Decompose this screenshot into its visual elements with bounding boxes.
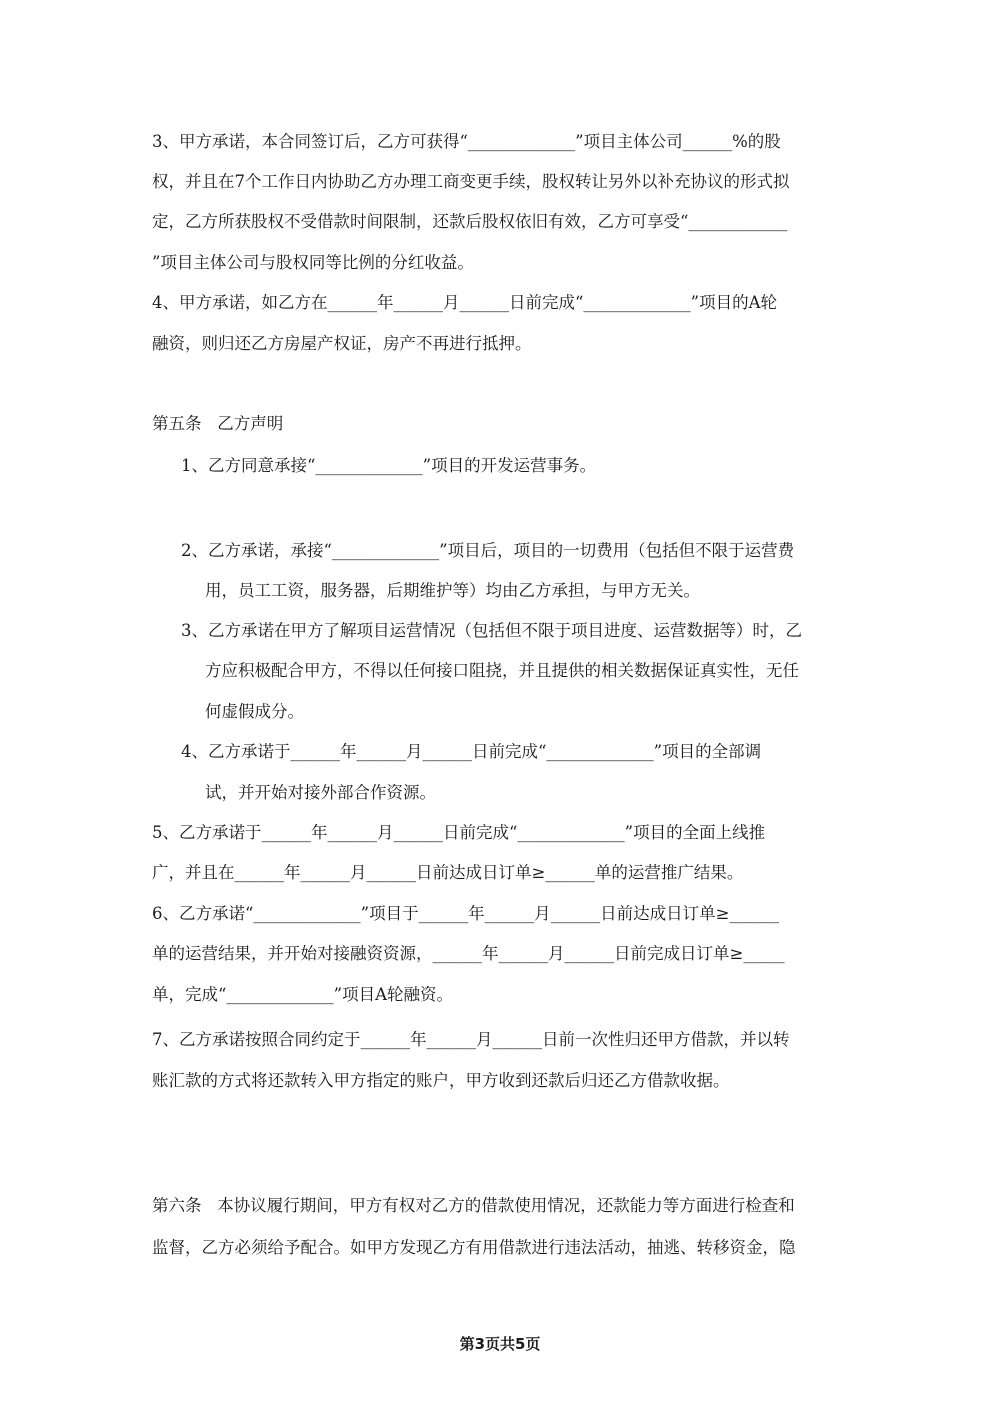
clause-line: 3、乙方承诺在甲方了解项目运营情况（包括但不限于项目进度、运营数据等）时，乙 <box>181 621 802 640</box>
clause-line: 单的运营结果，并开始对接融资资源，______年______月______日前完成日订单≥_____ <box>152 944 785 963</box>
clause-line: 4、乙方承诺于______年______月______日前完成“_____________”项目的全部调 <box>181 742 762 761</box>
clause-line: 4、甲方承诺，如乙方在______年______月______日前完成“_____________”项目的A轮 <box>152 293 778 312</box>
clause-line: ”项目主体公司与股权同等比例的分红收益。 <box>152 253 474 272</box>
clause-line: 监督，乙方必须给予配合。如甲方发现乙方有用借款进行违法活动，抽逃、转移资金，隐 <box>152 1238 796 1257</box>
section-title: 第六条 本协议履行期间，甲方有权对乙方的借款使用情况，还款能力等方面进行检查和 <box>152 1196 795 1215</box>
clause-line: 方应积极配合甲方，不得以任何接口阻挠，并且提供的相关数据保证真实性，无任 <box>205 661 799 680</box>
page-footer: 第3页共5页 <box>459 1335 541 1353</box>
clause-line: 6、乙方承诺“_____________”项目于______年______月______日前达成日订单≥______ <box>152 904 779 923</box>
clause-line: 7、乙方承诺按照合同约定于______年______月______日前一次性归还甲方借款，并以转 <box>152 1030 790 1049</box>
clause-line: 单，完成“_____________”项目A轮融资。 <box>152 985 454 1004</box>
clause-line: 2、乙方承诺，承接“_____________”项目后，项目的一切费用（包括但不限于运营费 <box>181 541 795 560</box>
clause-line: 融资，则归还乙方房屋产权证，房产不再进行抵押。 <box>152 334 532 353</box>
clause-line: 广，并且在______年______月______日前达成日订单≥______单的运营推广结果。 <box>152 863 744 882</box>
clause-line: 试，并开始对接外部合作资源。 <box>205 783 436 802</box>
section-title: 第五条 乙方声明 <box>152 414 284 433</box>
clause-line: 权，并且在7个工作日内协助乙方办理工商变更手续，股权转让另外以补充协议的形式拟 <box>152 172 790 191</box>
clause-line: 1、乙方同意承接“_____________”项目的开发运营事务。 <box>181 456 597 475</box>
clause-line: 账汇款的方式将还款转入甲方指定的账户，甲方收到还款后归还乙方借款收据。 <box>152 1071 730 1090</box>
clause-line: 用，员工工资，服务器，后期维护等）均由乙方承担，与甲方无关。 <box>205 581 700 600</box>
clause-line: 定，乙方所获股权不受借款时间限制，还款后股权依旧有效，乙方可享受“____________ <box>152 212 788 231</box>
clause-line: 5、乙方承诺于______年______月______日前完成“_____________”项目的全面上线推 <box>152 823 766 842</box>
clause-line: 何虚假成分。 <box>205 702 304 721</box>
clause-line: 3、甲方承诺，本合同签订后，乙方可获得“_____________”项目主体公司______%的股 <box>152 132 781 151</box>
